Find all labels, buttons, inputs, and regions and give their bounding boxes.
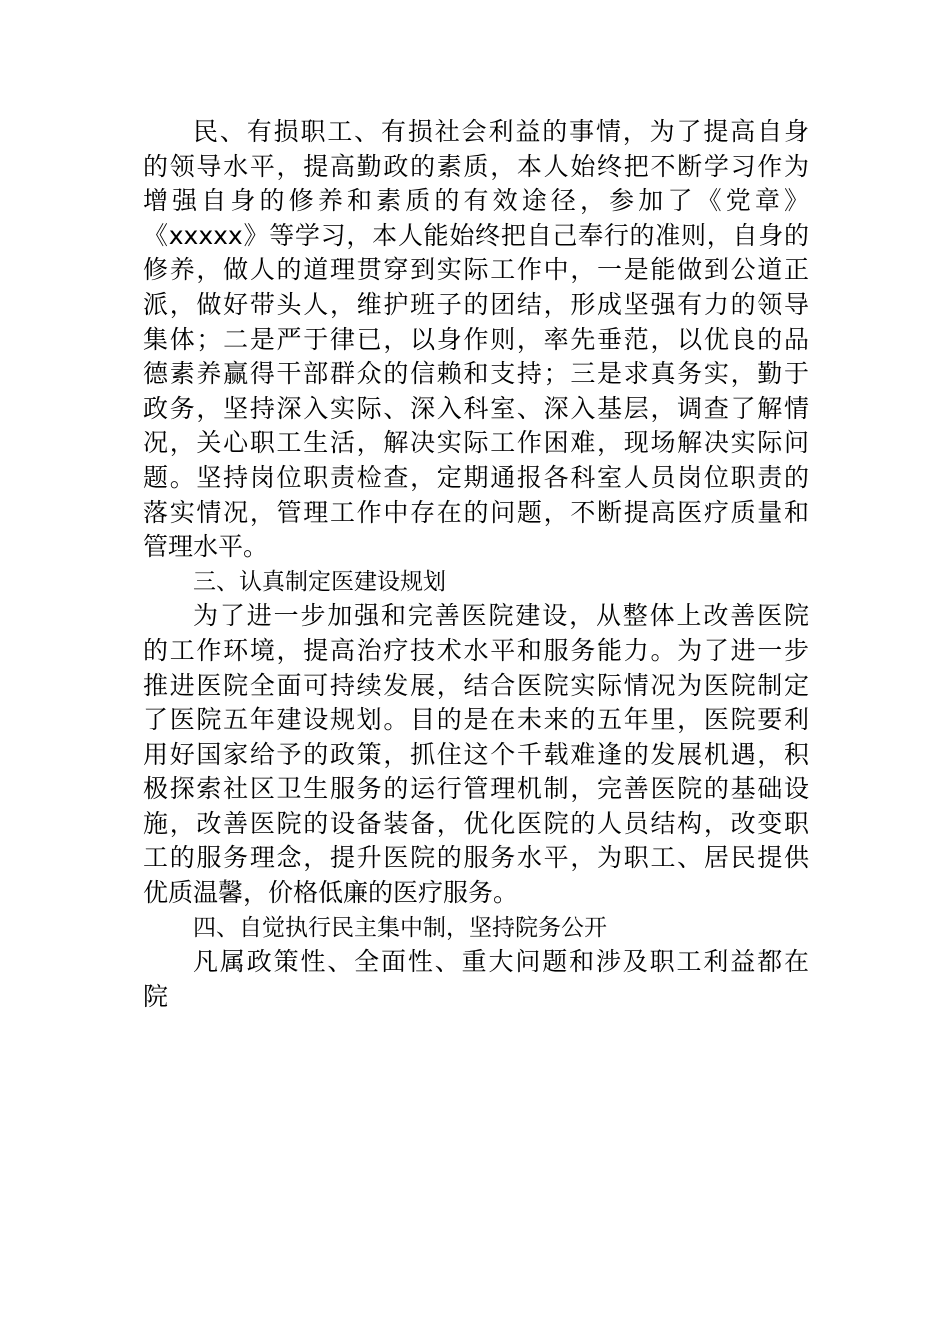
document-body <box>143 115 809 1014</box>
text-line: 用好国家给予的政策，抓住这个千载难逢的发展机遇，积 <box>143 739 809 769</box>
text-line: 修养，做人的道理贯穿到实际工作中，一是能做到公道正 <box>143 255 809 285</box>
text-line: 施，改善医院的设备装备，优化医院的人员结构，改变职 <box>143 808 809 838</box>
text-line: 派，做好带头人，维护班子的团结，形成坚强有力的领导 <box>143 289 809 319</box>
text-line: 的领导水平，提高勤政的素质，本人始终把不断学习作为 <box>143 151 809 181</box>
text-line: 集体；二是严于律已，以身作则，率先垂范，以优良的品 <box>143 324 809 354</box>
text-line: 的工作环境，提高治疗技术水平和服务能力。为了进一步 <box>143 635 809 665</box>
text-line: 政务，坚持深入实际、深入科室、深入基层，调查了解情 <box>143 393 809 423</box>
section-heading: 四、自觉执行民主集中制，坚持院务公开 <box>193 914 607 941</box>
text-line: 了医院五年建设规划。目的是在未来的五年里，医院要利 <box>143 705 809 735</box>
text-line: 为了进一步加强和完善医院建设，从整体上改善医院 <box>193 601 809 631</box>
text-line: 增强自身的修养和素质的有效途径，参加了《党章》 <box>143 186 809 216</box>
text-line: 极探索社区卫生服务的运行管理机制，完善医院的基础设 <box>143 774 809 804</box>
text-line: 优质温馨，价格低廉的医疗服务。 <box>143 878 519 908</box>
text-line: 管理水平。 <box>143 532 269 562</box>
text-line: 况，关心职工生活，解决实际工作困难，现场解决实际问 <box>143 428 809 458</box>
section-heading: 三、认真制定医建设规划 <box>193 568 446 595</box>
text-line: 德素养赢得干部群众的信赖和支持；三是求真务实，勤于 <box>143 359 809 389</box>
text-line: 落实情况，管理工作中存在的问题，不断提高医疗质量和 <box>143 497 809 527</box>
text-line: 凡属政策性、全面性、重大问题和涉及职工利益都在 <box>193 947 809 977</box>
text-line: 民、有损职工、有损社会利益的事情，为了提高自身 <box>193 117 809 146</box>
text-line: 院 <box>143 981 169 1011</box>
text-line: 《xxxxx》等学习，本人能始终把自己奉行的准则，自身的 <box>143 220 809 250</box>
text-line: 推进医院全面可持续发展，结合医院实际情况为医院制定 <box>143 670 809 700</box>
text-line: 工的服务理念，提升医院的服务水平，为职工、居民提供 <box>143 843 809 873</box>
text-line: 题。坚持岗位职责检查，定期通报各科室人员岗位职责的 <box>143 462 809 492</box>
